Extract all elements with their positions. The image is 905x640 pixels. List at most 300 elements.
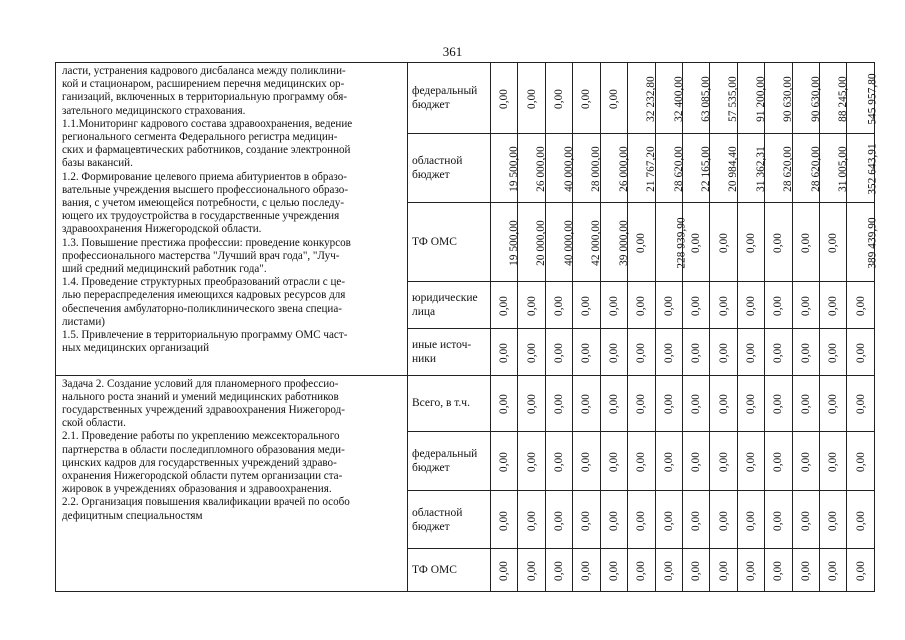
value-text: 0,00 — [635, 232, 648, 253]
value-text: 0,00 — [553, 561, 566, 582]
description-line: ской области. — [62, 417, 126, 430]
value-text: 88 245,00 — [836, 75, 849, 122]
description-line: здравоохранения Нижегородской области. — [62, 223, 262, 236]
value-cell — [628, 133, 655, 202]
value-cell — [545, 133, 575, 202]
value-text: 0,00 — [525, 296, 538, 317]
value-cell — [820, 281, 847, 328]
value-cell — [545, 329, 572, 375]
value-cell — [737, 281, 764, 328]
value-text: 31 005,00 — [836, 146, 849, 192]
value-text: 0,00 — [607, 342, 620, 363]
value-text: 0,00 — [717, 232, 730, 253]
value-cell — [737, 549, 764, 592]
description-line: ных медицинских организаций — [62, 342, 210, 355]
description-line: 1.5. Привлечение в территориальную программу ОМС част- — [62, 329, 348, 342]
value-text: 0,00 — [607, 296, 620, 317]
description-line: 2.2. Организация повышения квалификации врачей по особо — [62, 496, 350, 509]
task-description — [56, 375, 408, 591]
value-text: 0,00 — [525, 342, 538, 363]
value-text: 21 767,20 — [644, 146, 657, 192]
value-cell — [765, 203, 792, 282]
value-cell — [573, 490, 600, 549]
value-text: 0,00 — [498, 451, 511, 472]
value-cell — [847, 281, 874, 328]
value-cell — [491, 549, 518, 592]
value-cell — [628, 490, 655, 549]
value-text: 0,00 — [827, 394, 840, 415]
value-text: 0,00 — [635, 451, 648, 472]
value-cell — [765, 432, 792, 491]
value-cell — [573, 203, 603, 282]
value-text: 0,00 — [662, 394, 675, 415]
description-line: кой и стационаром, расширением перечня медицинских ор- — [62, 78, 345, 91]
value-cell — [737, 203, 764, 282]
value-cell — [491, 329, 518, 375]
value-text: 0,00 — [854, 394, 867, 415]
value-text: 0,00 — [498, 561, 511, 582]
value-cell — [847, 490, 874, 549]
description-line: 1.3. Повышение престижа профессии: проведение конкурсов — [62, 236, 351, 249]
value-cell — [820, 490, 847, 549]
value-cell — [792, 432, 819, 491]
value-cell — [545, 549, 572, 592]
value-text: 28 620,00 — [809, 146, 822, 192]
value-cell — [655, 203, 688, 282]
value-cell — [655, 549, 682, 592]
value-text: 0,00 — [525, 394, 538, 415]
value-cell — [600, 281, 627, 328]
value-cell — [765, 133, 795, 202]
value-text: 28 620,00 — [672, 146, 685, 192]
description-line: 1.1.Мониторинг кадрового состава здравоохранения, ведение — [62, 117, 353, 130]
budget-table-body — [56, 63, 880, 592]
value-cell — [682, 549, 709, 592]
value-cell — [765, 549, 792, 592]
value-cell — [682, 375, 709, 431]
value-text: 0,00 — [772, 510, 785, 531]
value-text: 90 630,00 — [809, 75, 822, 122]
value-text: 0,00 — [553, 510, 566, 531]
value-text: 26 000,00 — [535, 146, 548, 192]
value-text: 0,00 — [690, 296, 703, 317]
value-text: 32 232,80 — [644, 75, 657, 122]
value-cell — [491, 375, 518, 431]
value-cell — [545, 490, 572, 549]
value-text: 26 000,00 — [617, 146, 630, 192]
value-text: 0,00 — [690, 510, 703, 531]
description-line: ганизаций, включенных в территориальную программу обя- — [62, 91, 348, 104]
description-line: жировок в учреждениях образования и здравоохранения. — [62, 483, 332, 496]
description-line: 1.4. Проведение структурных преобразований отрасли с це- — [62, 276, 346, 289]
value-cell — [820, 549, 847, 592]
value-text: 0,00 — [580, 561, 593, 582]
task-description — [56, 63, 408, 376]
value-cell — [491, 432, 518, 491]
description-line: вательные учреждения высшего профессионального образо- — [62, 183, 349, 196]
value-cell — [573, 281, 600, 328]
value-cell — [518, 490, 545, 549]
value-cell — [820, 432, 847, 491]
value-cell — [820, 375, 847, 431]
value-text: 0,00 — [799, 232, 812, 253]
value-text: 0,00 — [772, 296, 785, 317]
value-cell — [600, 432, 627, 491]
value-text: 57 535,00 — [727, 75, 740, 122]
value-text: 0,00 — [827, 510, 840, 531]
value-cell — [710, 133, 740, 202]
value-cell — [765, 490, 792, 549]
value-cell — [792, 375, 819, 431]
value-cell — [518, 329, 545, 375]
value-cell — [847, 432, 874, 491]
value-text: 0,00 — [662, 561, 675, 582]
value-text: 0,00 — [745, 451, 758, 472]
value-cell — [628, 63, 655, 134]
description-line: ских и фармацевтических работников, создание электронной — [62, 144, 351, 157]
value-text: 389 439,90 — [867, 217, 880, 269]
value-cell — [573, 375, 600, 431]
value-cell — [655, 490, 682, 549]
value-text: 20 984,40 — [727, 146, 740, 192]
value-cell — [710, 329, 737, 375]
description-line: охранения Нижегородской области путем организации ста- — [62, 470, 343, 483]
description-line: дефицитным специальностям — [62, 509, 203, 522]
value-text: 0,00 — [690, 232, 703, 253]
funding-source: областной бюджет — [408, 133, 491, 202]
value-cell — [710, 63, 740, 134]
value-text: 0,00 — [717, 394, 730, 415]
value-text: 0,00 — [690, 394, 703, 415]
description-line: 1.2. Формирование целевого приема абитуриентов в образо- — [62, 170, 347, 183]
table-row — [56, 63, 875, 134]
value-text: 0,00 — [635, 510, 648, 531]
description-line: лью перераспределения имеющихся кадровых ресурсов для — [62, 289, 346, 302]
value-cell — [655, 432, 682, 491]
value-text: 0,00 — [854, 451, 867, 472]
value-cell — [628, 375, 655, 431]
value-cell — [628, 281, 655, 328]
value-text: 0,00 — [827, 451, 840, 472]
value-cell — [682, 281, 709, 328]
value-text: 0,00 — [635, 394, 648, 415]
value-cell — [600, 63, 627, 134]
value-text: 0,00 — [827, 561, 840, 582]
value-cell — [545, 203, 575, 282]
value-cell — [792, 203, 819, 282]
value-cell — [737, 133, 767, 202]
value-cell — [682, 329, 709, 375]
funding-source: ТФ ОМС — [408, 203, 491, 282]
value-cell — [792, 133, 822, 202]
value-cell — [682, 490, 709, 549]
value-cell — [600, 203, 630, 282]
value-cell — [518, 432, 545, 491]
value-text: 20 000,00 — [535, 220, 548, 266]
value-cell — [682, 203, 709, 282]
value-cell — [847, 329, 874, 375]
value-text: 0,00 — [635, 296, 648, 317]
value-text: 0,00 — [607, 88, 620, 109]
value-cell — [545, 432, 572, 491]
value-text: 0,00 — [662, 510, 675, 531]
value-text: 0,00 — [580, 510, 593, 531]
value-text: 0,00 — [745, 510, 758, 531]
value-cell — [600, 375, 627, 431]
value-text: 0,00 — [772, 342, 785, 363]
description-line: листами) — [62, 315, 105, 328]
value-text: 0,00 — [607, 394, 620, 415]
funding-source: областной бюджет — [408, 490, 491, 549]
value-text: 0,00 — [827, 232, 840, 253]
value-cell — [655, 375, 682, 431]
value-text: 28 620,00 — [782, 146, 795, 192]
value-text: 0,00 — [827, 296, 840, 317]
value-cell — [682, 133, 712, 202]
value-text: 0,00 — [635, 561, 648, 582]
value-text: 0,00 — [525, 510, 538, 531]
value-cell — [655, 133, 685, 202]
value-cell — [600, 549, 627, 592]
value-cell — [518, 281, 545, 328]
value-text: 0,00 — [580, 451, 593, 472]
description-line: профессионального мастерства "Лучший врач года", "Луч- — [62, 249, 340, 262]
value-text: 0,00 — [607, 510, 620, 531]
value-text: 0,00 — [799, 394, 812, 415]
value-text: 0,00 — [799, 451, 812, 472]
value-cell — [628, 549, 655, 592]
value-text: 0,00 — [498, 88, 511, 109]
value-cell — [600, 490, 627, 549]
value-text: 0,00 — [799, 296, 812, 317]
value-text: 0,00 — [799, 561, 812, 582]
description-line: ласти, устранения кадрового дисбаланса между поликлини- — [62, 65, 346, 77]
value-cell — [491, 133, 518, 202]
value-text: 0,00 — [580, 88, 593, 109]
value-text: 0,00 — [525, 451, 538, 472]
value-text: 0,00 — [717, 451, 730, 472]
value-text: 0,00 — [745, 296, 758, 317]
value-text: 0,00 — [580, 394, 593, 415]
value-text: 42 000,00 — [590, 220, 603, 266]
value-cell — [491, 63, 518, 134]
value-text: 352 643,91 — [867, 143, 880, 195]
value-cell — [573, 133, 603, 202]
value-text: 0,00 — [854, 296, 867, 317]
value-cell — [518, 63, 545, 134]
value-cell — [628, 329, 655, 375]
value-text: 0,00 — [690, 561, 703, 582]
funding-source: ТФ ОМС — [408, 549, 491, 592]
value-text: 0,00 — [607, 561, 620, 582]
value-text: 0,00 — [827, 342, 840, 363]
value-text: 63 085,00 — [699, 75, 712, 122]
value-text: 0,00 — [717, 561, 730, 582]
value-cell — [847, 133, 880, 202]
value-text: 32 400,00 — [672, 75, 685, 122]
value-text: 0,00 — [580, 296, 593, 317]
value-text: 0,00 — [498, 510, 511, 531]
value-cell — [518, 203, 548, 282]
description-line: ющего их трудоустройства в государственные учреждения — [62, 210, 340, 223]
description-line: зательного медицинского страхования. — [62, 104, 246, 117]
value-text: 28 000,00 — [590, 146, 603, 192]
value-text: 0,00 — [717, 296, 730, 317]
value-text: 0,00 — [498, 342, 511, 363]
value-text: 0,00 — [498, 394, 511, 415]
value-cell — [710, 490, 737, 549]
value-text: 0,00 — [553, 296, 566, 317]
value-cell — [820, 133, 847, 202]
value-cell — [847, 203, 880, 282]
value-text: 0,00 — [799, 342, 812, 363]
value-cell — [847, 63, 880, 134]
funding-source: иные источ-ники — [408, 329, 491, 375]
value-text: 0,00 — [525, 88, 538, 109]
value-cell — [518, 133, 548, 202]
description-line: ший средний медицинский работник года". — [62, 263, 267, 276]
value-text: 0,00 — [662, 342, 675, 363]
value-cell — [600, 133, 630, 202]
value-text: 0,00 — [662, 296, 675, 317]
value-cell — [573, 63, 600, 134]
value-cell — [792, 329, 819, 375]
value-cell — [682, 63, 712, 134]
value-text: 0,00 — [553, 88, 566, 109]
value-cell — [765, 63, 795, 134]
value-text: 39 000,00 — [617, 220, 630, 266]
funding-source: федеральный бюджет — [408, 432, 491, 491]
value-cell — [792, 63, 822, 134]
value-text: 0,00 — [745, 561, 758, 582]
value-cell — [518, 549, 545, 592]
value-cell — [600, 329, 627, 375]
value-text: 0,00 — [717, 510, 730, 531]
value-text: 0,00 — [498, 296, 511, 317]
value-cell — [518, 375, 545, 431]
value-cell — [628, 203, 655, 282]
value-cell — [710, 375, 737, 431]
value-text: 22 165,00 — [699, 146, 712, 192]
value-cell — [573, 549, 600, 592]
page-number: 361 — [442, 44, 463, 59]
value-cell — [491, 490, 518, 549]
description-line: регионального сегмента Федерального регистра медицин- — [62, 131, 338, 144]
value-text: 0,00 — [854, 561, 867, 582]
value-text: 0,00 — [580, 342, 593, 363]
value-cell — [710, 203, 737, 282]
value-text: 0,00 — [553, 451, 566, 472]
value-text: 0,00 — [799, 510, 812, 531]
description-line: государственных учреждений здравоохранения Нижегород- — [62, 404, 345, 417]
value-cell — [765, 375, 792, 431]
value-text: 0,00 — [745, 342, 758, 363]
value-text: 0,00 — [690, 451, 703, 472]
value-text: 0,00 — [607, 451, 620, 472]
value-cell — [710, 281, 737, 328]
value-cell — [628, 432, 655, 491]
value-text: 0,00 — [717, 342, 730, 363]
value-text: 0,00 — [772, 232, 785, 253]
value-text: 0,00 — [553, 342, 566, 363]
value-cell — [792, 281, 819, 328]
value-cell — [737, 490, 764, 549]
value-text: 0,00 — [635, 342, 648, 363]
value-text: 40 000,00 — [562, 220, 575, 266]
value-cell — [737, 63, 767, 134]
value-cell — [573, 329, 600, 375]
value-cell — [737, 375, 764, 431]
value-text: 228 939,90 — [675, 217, 688, 269]
value-text: 0,00 — [553, 394, 566, 415]
value-text: 0,00 — [854, 342, 867, 363]
description-line: Задача 2. Создание условий для планомерного профессио- — [62, 377, 339, 390]
description-line: обеспечения амбулаторно-поликлинического звена специа- — [62, 302, 342, 315]
value-cell — [820, 203, 847, 282]
value-cell — [655, 63, 685, 134]
value-cell — [737, 432, 764, 491]
value-cell — [792, 490, 819, 549]
value-cell — [545, 375, 572, 431]
value-text: 91 200,00 — [754, 75, 767, 122]
value-text: 0,00 — [772, 561, 785, 582]
value-cell — [737, 329, 764, 375]
value-cell — [710, 549, 737, 592]
value-text: 0,00 — [854, 510, 867, 531]
value-cell — [765, 281, 792, 328]
value-text: 545 957,80 — [867, 73, 880, 125]
funding-source: федеральный бюджет — [408, 63, 491, 134]
value-cell — [545, 63, 572, 134]
value-cell — [820, 63, 847, 134]
value-cell — [710, 432, 737, 491]
value-text: 19 500,00 — [507, 146, 520, 192]
description-line: вания, с учетом имеющейся потребности, с целью последу- — [62, 197, 345, 210]
value-cell — [491, 203, 518, 282]
value-text: 19 500,00 — [507, 220, 520, 266]
value-cell — [682, 432, 709, 491]
value-text: 0,00 — [745, 232, 758, 253]
value-text: 40 000,00 — [562, 146, 575, 192]
value-text: 31 362,31 — [754, 146, 767, 192]
funding-source: юридические лица — [408, 281, 491, 328]
value-text: 0,00 — [772, 394, 785, 415]
value-cell — [655, 281, 682, 328]
value-text: 0,00 — [690, 342, 703, 363]
table-row — [56, 375, 875, 431]
description-line: цинских кадров для государственных учреждений здраво- — [62, 456, 337, 469]
value-cell — [847, 375, 874, 431]
description-line: 2.1. Проведение работы по укреплению межсекторального — [62, 430, 340, 443]
value-text: 0,00 — [525, 561, 538, 582]
value-cell — [491, 281, 518, 328]
value-cell — [573, 432, 600, 491]
value-cell — [765, 329, 792, 375]
value-text: 0,00 — [745, 394, 758, 415]
value-cell — [847, 549, 874, 592]
value-cell — [820, 329, 847, 375]
value-text: 0,00 — [662, 451, 675, 472]
value-cell — [655, 329, 682, 375]
description-line: нального роста знаний и умений медицинских работников — [62, 390, 339, 403]
budget-table — [55, 62, 880, 592]
value-cell — [792, 549, 819, 592]
value-cell — [545, 281, 572, 328]
description-line: партнерства в области последипломного образования меди- — [62, 443, 345, 456]
funding-source: Всего, в т.ч. — [408, 375, 491, 431]
description-line: базы вакансий. — [62, 157, 133, 170]
value-text: 0,00 — [772, 451, 785, 472]
